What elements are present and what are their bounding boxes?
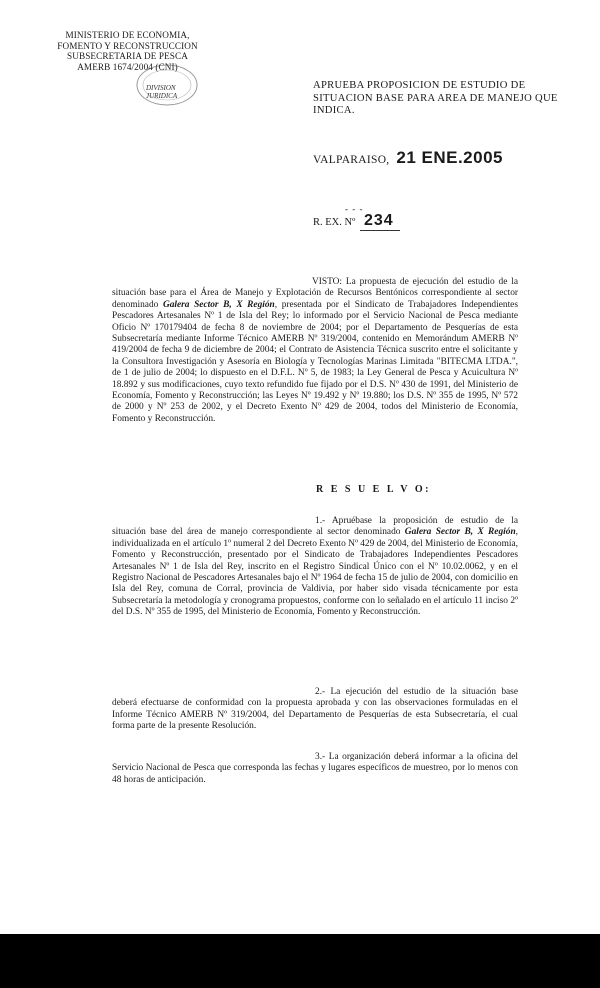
resolution-item-1: 1.- Apruébase la proposición de estudio de la situación base del área de manejo correspondiente al sector denominado Galera Sector B, X Región, individualizada en el artículo 1º numeral 2 del Decreto Exento Nº 429 de 2004, del Ministerio de Economía, Fomento y Reconstrucción, presentado por el Sindicato de Trabajadores Independientes Pescadores Artesanales Nº 1 de Isla del Rey, inscrito en el Registro Sindical Único con el Nº 10.02.0062, y en el Registro Nacional de Pescadores Artesanales bajo el Nº 1964 de fecha 15 de julio de 2004, con domicilio en Isla del Rey, comuna de Corral, provincia de Valdivia, por haber sido visada técnicamente por esta Subsecretaría la metodología y cronograma propuestos, conforme con lo señalado en el artículo 11 inciso 2º del D.S. Nº 355 de 1995, del Ministerio de Economía, Fomento y Reconstrucción. bbox=[112, 516, 519, 618]
resuelvo-heading: R E S U E L V O: bbox=[316, 484, 431, 495]
resolution-number-value: 234 bbox=[360, 212, 400, 231]
stamp-text: DIVISION JURIDICA bbox=[146, 84, 178, 100]
sector-name: Galera Sector B, X Región bbox=[162, 299, 275, 310]
document-subject: APRUEBA PROPOSICION DE ESTUDIO DE SITUACION BASE PARA AREA DE MANEJO QUE INDICA. bbox=[313, 80, 558, 117]
sector-name: Galera Sector B, X Región bbox=[404, 527, 516, 538]
visto-paragraph: VISTO: La propuesta de ejecución del estudio de la situación base para el Área de Manejo y Explotación de Recursos Bentónicos correspondiente al sector denominado Galera Sector B, X Región, presentada por el Sindicato de Trabajadores Independientes Pescadores Artesanales Nº 1 de Isla del Rey; lo informado por el Servicio Nacional de Pesca mediante Oficio Nº 170179404 de fecha 8 de noviembre de 2004; por el Departamento de Pesquerías de esta Subsecretaría mediante Informe Técnico AMERB Nº 319/2004, contenido en Memorándum AMERB Nº 419/2004 de fecha 9 de diciembre de 2004; el Contrato de Asistencia Técnica suscrito entre el solicitante y la Consultora Investigación y Asesoría en Biología y Tecnologías Marinas Limitada "BITECMA LTDA.", de 1 de julio de 2004; lo dispuesto en el D.F.L. Nº 5, de 1983; la Ley General de Pesca y Acuicultura Nº 18.892 y sus modificaciones, cuyo texto refundido fue fijado por el D.S. Nº 430 de 1991, del Ministerio de Economía, Fomento y Reconstrucción; las Leyes Nº 19.492 y Nº 19.880; los D.S. Nº 355 de 1995, Nº 572 de 2000 y Nº 253 de 2002, y el Decreto Exento Nº 429 de 2004, todos del Ministerio de Economía, Fomento y Reconstrucción. bbox=[112, 277, 518, 424]
ink-marks: - - - bbox=[345, 204, 364, 214]
ministry-line: SUBSECRETARIA DE PESCA bbox=[67, 51, 188, 62]
resolution-number bbox=[313, 212, 400, 231]
ministry-line: FOMENTO Y RECONSTRUCCION bbox=[57, 40, 198, 51]
resolution-item-2: 2.- La ejecución del estudio de la situación base deberá efectuarse de conformidad con la propuesta aprobada y con las observaciones formuladas en el Informe Técnico AMERB Nº 319/2004, del Departamento de Pesquerías de esta Subsecretaría, el cual forma parte de la presente Resolución. bbox=[112, 687, 518, 732]
date-stamp: 21 ENE.2005 bbox=[396, 148, 503, 167]
resolution-item-3: 3.- La organización deberá informar a la oficina del Servicio Nacional de Pesca que corresponda las fechas y lugares específicos de muestreo, por lo menos con 48 horas de anticipación. bbox=[112, 752, 518, 785]
place-date bbox=[313, 148, 503, 168]
ministry-line: AMERB 1674/2004 (CNI) bbox=[77, 61, 178, 72]
resolution-label: R. EX. Nº bbox=[313, 217, 356, 228]
place-city: VALPARAISO, bbox=[313, 154, 390, 166]
ministry-line: MINISTERIO DE ECONOMIA, bbox=[65, 30, 190, 40]
scan-bottom-border bbox=[0, 934, 600, 988]
